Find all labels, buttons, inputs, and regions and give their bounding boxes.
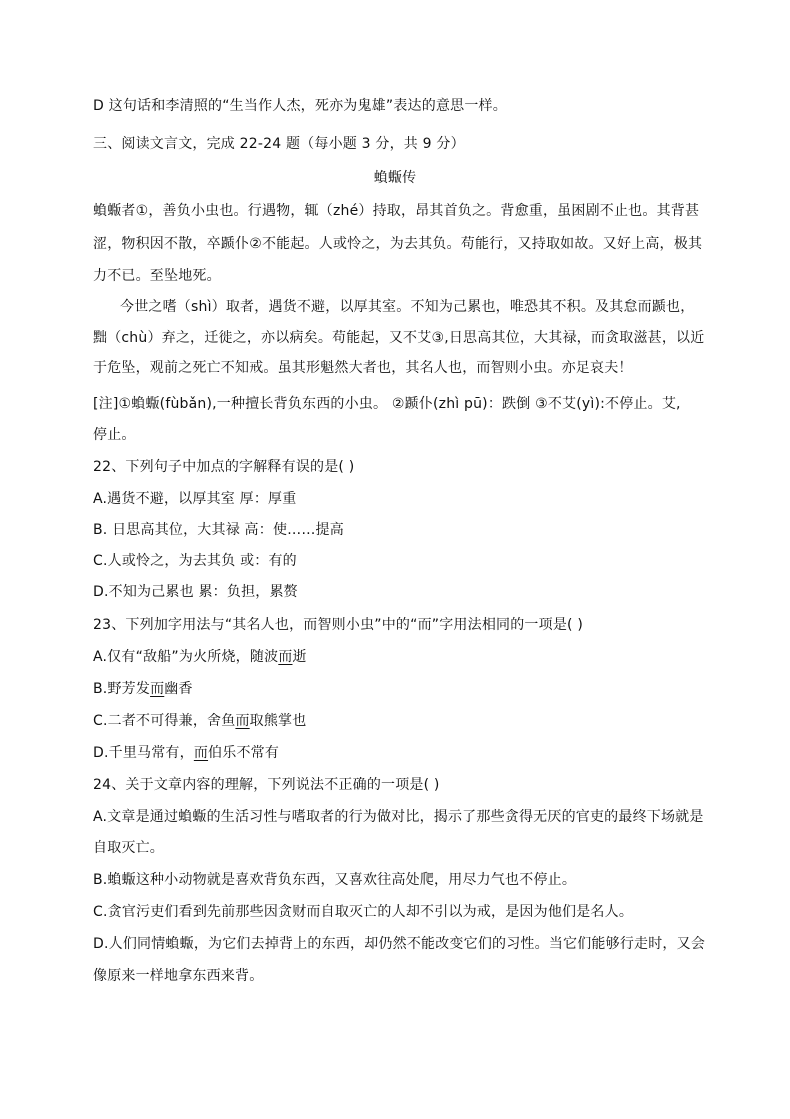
q22-option-d: D.不知为己累也 累：负担，累赘: [93, 584, 298, 600]
q24-option-d-line1: D.人们同情蝜蝂，为它们去掉背上的东西，却仍然不能改变它们的习性。当它们能够行走时，又会: [93, 936, 706, 952]
q23-a-text: A.仅有“敌船”为火所烧，随波: [93, 649, 279, 665]
q24-stem: 24、关于文章内容的理解，下列说法不正确的一项是( ): [93, 777, 440, 793]
q22-option-b: B. 日思高其位，大其禄 高：使……提高: [93, 522, 344, 538]
q24-option-c: C.贪官污吏们看到先前那些因贪财而自取灭亡的人却不引以为戒，是因为他们是名人。: [93, 904, 634, 920]
q23-d-text: D.千里马常有，: [93, 745, 194, 761]
q23-option-b: [93, 679, 703, 699]
passage-notes-line1: [注]①蝜蝂(fùbǎn),一种擅长背负东西的小虫。 ②踬仆(zhì pū)：跌倒 ③不艾(yì):不停止。艾,: [93, 396, 681, 412]
passage-para1-line1: 蝜蝂者①，善负小虫也。行遇物，辄（zhé）持取，昂其首负之。背愈重，虽困剧不止也。其背甚: [93, 203, 700, 219]
passage-title: 蝜蝂传: [373, 170, 417, 186]
q23-d-text-end: 伯乐不常有: [208, 745, 280, 761]
q23-stem: 23、下列加字用法与“其名人也，而智则小虫”中的“而”字用法相同的一项是( ): [93, 617, 583, 633]
q24-option-b: B.蝜蝂这种小动物就是喜欢背负东西，又喜欢往高处爬，用尽力气也不停止。: [93, 872, 577, 888]
q22-option-c: C.人或怜之，为去其负 或：有的: [93, 553, 297, 569]
passage-para1-line2: 涩，物积因不散，卒踬仆②不能起。人或怜之，为去其负。苟能行，又持取如故。又好上高，极其: [93, 236, 703, 252]
passage-notes-line2: 停止。: [93, 427, 136, 443]
passage-para2-line1: 今世之嗜（shì）取者，遇货不避，以厚其室。不知为己累也，唯恐其不积。及其怠而踬也，: [120, 299, 695, 315]
passage-para2-line3: 于危坠，观前之死亡不知戒。虽其形魁然大者也，其名人也，而智则小虫。亦足哀夫！: [93, 360, 633, 376]
q23-b-er: 而: [150, 681, 165, 697]
q23-c-text: C.二者不可得兼，舍鱼: [93, 713, 236, 729]
passage-para2-line2: 黜（chù）弃之，迁徙之，亦以病矣。苟能起，又不艾③,日思高其位，大其禄，而贪取滋甚，以近: [93, 330, 705, 346]
q23-option-a: [93, 647, 703, 667]
q23-a-text-end: 逝: [292, 649, 307, 665]
q23-option-d: [93, 743, 703, 763]
q23-c-er: 而: [235, 713, 250, 729]
section-heading: 三、阅读文言文，完成 22-24 题（每小题 3 分，共 9 分）: [93, 136, 465, 152]
passage-para1-line3: 力不已。至坠地死。: [93, 268, 221, 284]
q23-option-c: [93, 711, 703, 731]
q24-option-d-line2: 像原来一样地拿东西来背。: [93, 968, 264, 984]
q23-b-text: B.野芳发: [93, 681, 151, 697]
q22-stem: 22、下列句子中加点的字解释有误的是( ): [93, 459, 355, 475]
q24-option-a-line1: A.文章是通过蝜蝂的生活习性与嗜取者的行为做对比，揭示了那些贪得无厌的官吏的最终下场就是: [93, 809, 704, 825]
q23-c-text-end: 取熊掌也: [249, 713, 307, 729]
q23-b-text-end: 幽香: [164, 681, 193, 697]
q23-d-er: 而: [193, 745, 209, 761]
q23-a-er: 而: [278, 649, 293, 665]
q24-option-a-line2: 自取灭亡。: [93, 840, 164, 856]
q21-option-d: D 这句话和李清照的“生当作人杰，死亦为鬼雄”表达的意思一样。: [93, 98, 507, 114]
q22-option-a: A.遇货不避，以厚其室 厚：厚重: [93, 491, 297, 507]
